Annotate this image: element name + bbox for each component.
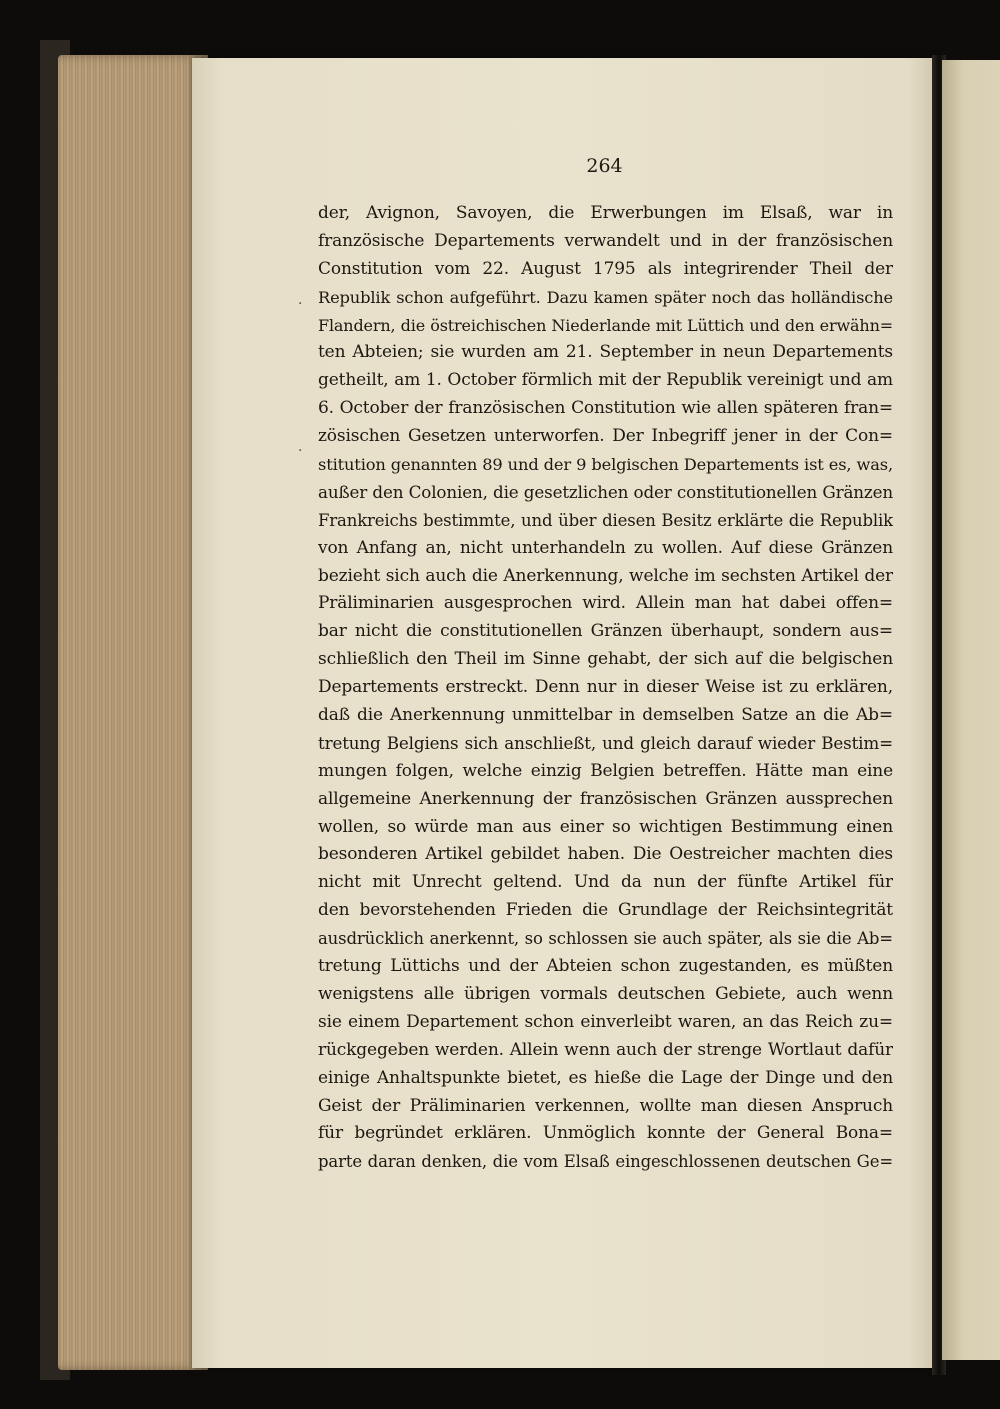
text-line: nicht mit Unrecht geltend. Und da nun der fünfte Artikel für <box>318 872 893 893</box>
text-line: Departements erstreckt. Denn nur in dieser Weise ist zu erklären, <box>318 677 893 698</box>
text-line: wollen, so würde man aus einer so wichtigen Bestimmung einen <box>318 816 893 837</box>
text-line: zösischen Gesetzen unterworfen. Der Inbegriff jener in der Con= <box>318 426 893 447</box>
text-line: ten Abteien; sie wurden am 21. September in neun Departements <box>318 342 893 363</box>
page-text <box>318 200 893 1176</box>
text-line: Flandern, die östreichischen Niederlande mit Lüttich und den erwähn= <box>318 315 893 335</box>
text-line: sie einem Departement schon einverleibt waren, an das Reich zu= <box>318 1011 893 1032</box>
text-line: der, Avignon, Savoyen, die Erwerbungen im Elsaß, war in <box>318 203 893 223</box>
text-line: von Anfang an, nicht unterhandeln zu wollen. Auf diese Gränzen <box>318 537 893 558</box>
text-line: bar nicht die constitutionellen Gränzen überhaupt, sondern aus= <box>318 621 893 642</box>
paper-speck: · <box>298 443 303 459</box>
text-line: wenigstens alle übrigen vormals deutschen Gebiete, auch wenn <box>318 983 893 1004</box>
text-line: Republik schon aufgeführt. Dazu kamen später noch das holländische <box>318 287 893 307</box>
facing-page-edge <box>942 60 1000 1360</box>
text-line: ausdrücklich anerkennt, so schlossen sie auch später, als sie die Ab= <box>318 929 893 949</box>
text-line: den bevorstehenden Frieden die Grundlage der Reichsintegrität <box>318 900 893 921</box>
text-line: tretung Lüttichs und der Abteien schon zugestanden, es müßten <box>318 956 893 977</box>
text-line: mungen folgen, welche einzig Belgien betreffen. Hätte man eine <box>318 760 893 781</box>
text-line: für begründet erklären. Unmöglich konnte der General Bona= <box>318 1123 893 1144</box>
text-line: besonderen Artikel gebildet haben. Die Oestreicher machten dies <box>318 844 893 865</box>
text-line: allgemeine Anerkennung der französischen Gränzen aussprechen <box>318 788 893 809</box>
text-line: einige Anhaltspunkte bietet, es hieße die Lage der Dinge und den <box>318 1067 893 1088</box>
page-number: 264 <box>586 155 623 177</box>
text-line: Constitution vom 22. August 1795 als integrirender Theil der <box>318 258 893 279</box>
text-line: außer den Colonien, die gesetzlichen oder constitutionellen Gränzen <box>318 481 893 502</box>
text-line: bezieht sich auch die Anerkennung, welche im sechsten Artikel der <box>318 565 893 586</box>
text-line: Geist der Präliminarien verkennen, wollte man diesen Anspruch <box>318 1095 893 1116</box>
book-page-stack <box>58 55 208 1370</box>
text-line: tretung Belgiens sich anschließt, und gleich darauf wieder Bestim= <box>318 732 893 753</box>
text-line: französische Departements verwandelt und in der französischen <box>318 230 893 251</box>
text-line: stitution genannten 89 und der 9 belgischen Departements ist es, was, <box>318 455 893 475</box>
text-line: schließlich den Theil im Sinne gehabt, der sich auf die belgischen <box>318 649 893 670</box>
text-line: Frankreichs bestimmte, und über diesen Besitz erklärte die Republik <box>318 510 893 530</box>
text-line: rückgegeben werden. Allein wenn auch der strenge Wortlaut dafür <box>318 1039 893 1060</box>
text-line: daß die Anerkennung unmittelbar in demselben Satze an die Ab= <box>318 705 893 726</box>
paper-speck: · <box>298 296 303 312</box>
text-line: 6. October der französischen Constitution wie allen späteren fran= <box>318 398 893 419</box>
text-line: Präliminarien ausgesprochen wird. Allein man hat dabei offen= <box>318 593 893 614</box>
text-line: getheilt, am 1. October förmlich mit der Republik vereinigt und am <box>318 370 893 391</box>
text-line: parte daran denken, die vom Elsaß eingeschlossenen deutschen Ge= <box>318 1152 893 1172</box>
